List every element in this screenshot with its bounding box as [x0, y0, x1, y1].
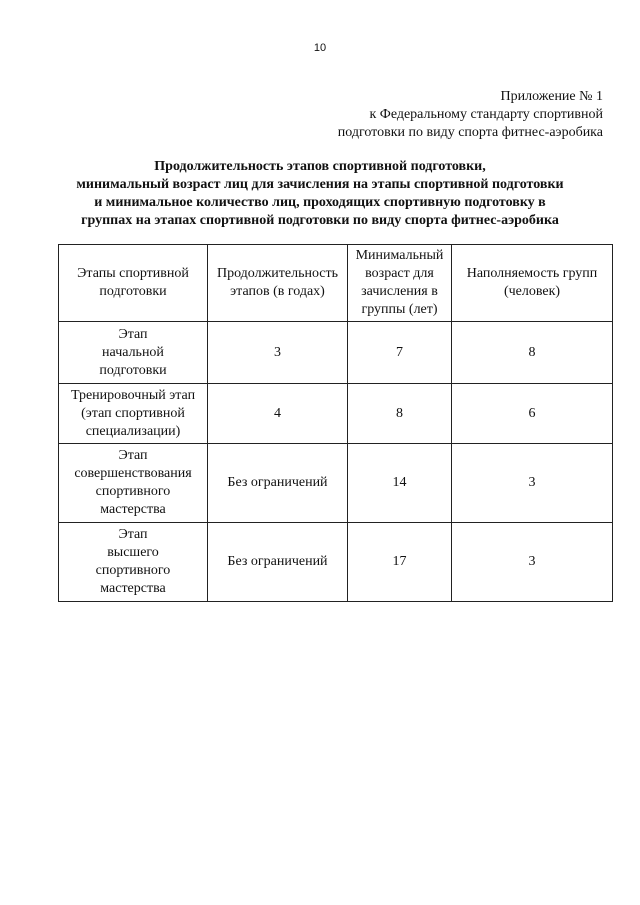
table-header-row [59, 245, 613, 322]
table-row [59, 384, 613, 444]
table-row [59, 444, 613, 523]
header-group-size: Наполняемость групп (человек) [452, 245, 613, 322]
header-stages: Этапы спортивной подготовки [59, 245, 208, 322]
table-row [59, 523, 613, 602]
cell-duration: 3 [208, 322, 348, 384]
appendix-header [243, 88, 603, 142]
cell-group-size: 6 [452, 384, 613, 444]
table-row [59, 322, 613, 384]
title-line: группах на этапах спортивной подготовки по виду спорта фитнес-аэробика [81, 213, 559, 228]
cell-duration: 4 [208, 384, 348, 444]
cell-min-age: 17 [348, 523, 452, 602]
cell-group-size: 8 [452, 322, 613, 384]
cell-stage-name: Тренировочный этап (этап спортивной специализации) [59, 384, 208, 444]
stages-table [58, 244, 613, 602]
appendix-line: Приложение № 1 [500, 89, 603, 104]
title-line: и минимальное количество лиц, проходящих спортивную подготовку в [94, 195, 546, 210]
appendix-line: к Федеральному стандарту спортивной [369, 107, 603, 122]
title-line: Продолжительность этапов спортивной подготовки, [154, 159, 486, 174]
cell-duration: Без ограничений [208, 523, 348, 602]
cell-duration: Без ограничений [208, 444, 348, 523]
appendix-line: подготовки по виду спорта фитнес-аэробика [337, 125, 603, 140]
page-number: 10 [313, 42, 327, 54]
header-min-age: Минимальный возраст для зачисления в группы (лет) [348, 245, 452, 322]
cell-stage-name: Этап начальной подготовки [59, 322, 208, 384]
cell-min-age: 14 [348, 444, 452, 523]
header-duration: Продолжительность этапов (в годах) [208, 245, 348, 322]
cell-stage-name: Этап совершенствования спортивного мастерства [59, 444, 208, 523]
cell-min-age: 8 [348, 384, 452, 444]
title-line: минимальный возраст лиц для зачисления на этапы спортивной подготовки [76, 177, 564, 192]
cell-group-size: 3 [452, 444, 613, 523]
cell-group-size: 3 [452, 523, 613, 602]
cell-min-age: 7 [348, 322, 452, 384]
cell-stage-name: Этап высшего спортивного мастерства [59, 523, 208, 602]
document-title [30, 158, 610, 230]
